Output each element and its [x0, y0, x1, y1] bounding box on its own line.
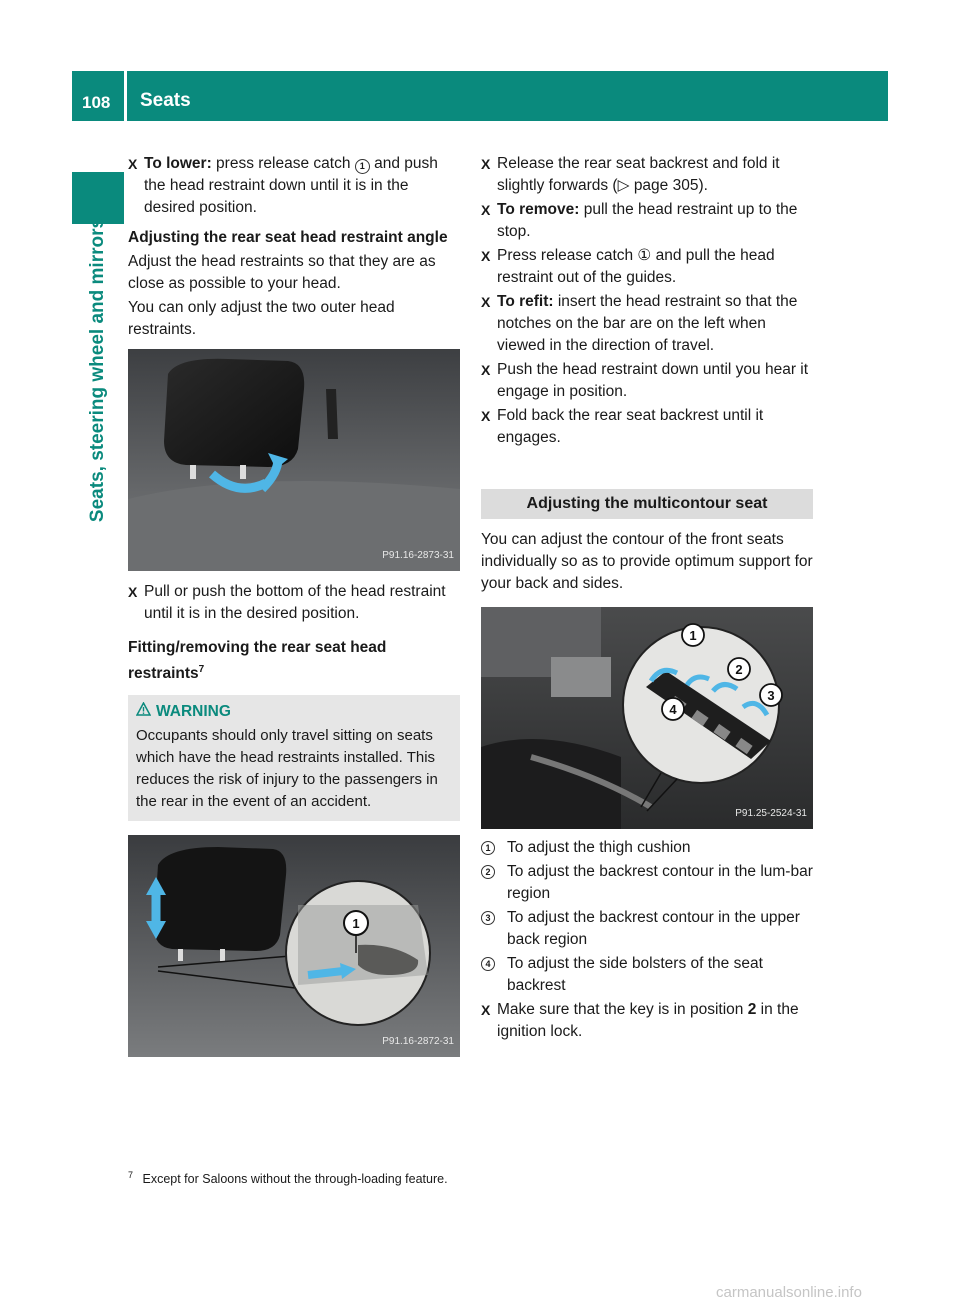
paragraph: Adjust the head restraints so that they are as close as possible to your head. [128, 253, 436, 292]
step-marker-icon: X [128, 156, 138, 172]
paragraph: You can adjust the contour of the front seats individually so as to provide optimum support for your back and sides. [481, 531, 813, 592]
section-title: Seats [140, 90, 191, 111]
step-text: Pull or push the bottom of the head restraint until it is in the desired position. [144, 583, 446, 622]
figure-label: P91.16-2873-31 [382, 550, 454, 561]
legend-text: To adjust the backrest contour in the lum-bar region [507, 863, 813, 902]
callout-3: 3 [767, 688, 775, 703]
figure-multicontour [481, 607, 813, 829]
step-release-backrest [481, 153, 813, 197]
side-label-text: Seats, steering wheel and mirrors [87, 217, 108, 523]
step-marker-icon: X [481, 294, 491, 310]
step-key-position [481, 999, 813, 1043]
callout-1: 1 [352, 916, 360, 932]
step-marker-icon: X [481, 362, 491, 378]
warning-heading [136, 701, 452, 723]
legend-text: To adjust the backrest contour in the upper back region [507, 909, 800, 948]
step-bold: To lower: [144, 155, 212, 172]
page-number: 108 [82, 93, 111, 112]
header-separator [124, 71, 127, 121]
step-to-refit [481, 291, 813, 357]
step-to-remove [481, 199, 813, 243]
step-bold: To remove: [497, 201, 580, 218]
step-text: Make sure that the key is in position [497, 1001, 748, 1018]
figure-head-restraint-angle-drawing [128, 349, 460, 571]
legend-item [481, 907, 813, 951]
figure-multicontour-drawing [481, 607, 813, 829]
legend-number-icon: 3 [481, 911, 495, 925]
figure-head-restraint-angle [128, 349, 460, 571]
watermark: carmanualsonline.info [716, 1284, 862, 1301]
step-text: pull the head restraint up to the stop. [497, 201, 798, 240]
step-press-release [481, 245, 813, 289]
step-marker-icon: X [128, 584, 138, 600]
callout-1: 1 [689, 628, 697, 643]
step-push-down [481, 359, 813, 403]
legend-number-icon: 1 [481, 841, 495, 855]
warning-icon [136, 701, 151, 723]
heading-adjust-angle: Adjusting the rear seat head restraint angle [128, 229, 448, 246]
left-column [128, 153, 460, 1057]
figure-fitting-removing [128, 835, 460, 1057]
figure-label: P91.16-2872-31 [382, 1036, 454, 1048]
warning-box [128, 695, 460, 821]
heading-fitting-removing [128, 637, 460, 685]
step-marker-icon: X [481, 248, 491, 264]
figure-fitting-removing-drawing [128, 835, 460, 1057]
step-text: insert the head restraint so that the notches on the bar are on the left when viewed in the direction of travel. [497, 293, 798, 354]
step-text: Release the rear seat backrest and fold it slightly forwards (▷ page 305). [497, 155, 780, 194]
legend-item [481, 953, 813, 997]
right-column [481, 153, 813, 1045]
step-text: Fold back the rear seat backrest until it engages. [497, 407, 764, 446]
footnote-ref: 7 [198, 664, 205, 675]
legend-text: To adjust the thigh cushion [507, 839, 691, 856]
footnote-number: 7 [128, 1170, 134, 1180]
footnote [128, 1164, 448, 1190]
step-text: Press release catch ① and pull the head restraint out of the guides. [497, 247, 775, 286]
step-marker-icon: X [481, 408, 491, 424]
step-text: Push the head restraint down until you hear it engage in position. [497, 361, 809, 400]
section-heading-multicontour: Adjusting the multicontour seat [481, 489, 813, 519]
callout-4: 4 [669, 702, 677, 717]
legend-item [481, 861, 813, 905]
paragraph: You can only adjust the two outer head restraints. [128, 299, 395, 338]
side-tab [72, 172, 124, 224]
step-pull-push [128, 581, 460, 625]
catch-1-icon: 1 [355, 159, 370, 174]
step-fold-back [481, 405, 813, 449]
heading-text: Fitting/removing the rear seat head restraints [128, 639, 387, 683]
step-marker-icon: X [481, 202, 491, 218]
warning-title: WARNING [156, 703, 231, 721]
step-bold: To refit: [497, 293, 554, 310]
legend-number-icon: 2 [481, 865, 495, 879]
footnote-text: Except for Saloons without the through-loading feature. [142, 1172, 448, 1187]
legend-text: To adjust the side bolsters of the seat backrest [507, 955, 763, 994]
step-marker-icon: X [481, 1002, 491, 1018]
warning-text: Occupants should only travel sitting on seats which have the head restraints installed. This reduces the risk of injury to the passengers in the rear in the event of an accident. [136, 727, 438, 811]
legend-number-icon: 4 [481, 957, 495, 971]
legend-item [481, 837, 813, 859]
step-to-lower [128, 153, 460, 219]
header-bar [72, 71, 888, 121]
step-bold: 2 [747, 1001, 757, 1018]
step-text: press release catch [211, 155, 355, 172]
callout-2: 2 [735, 662, 743, 677]
figure-label: P91.25-2524-31 [735, 808, 807, 819]
step-text: in the ignition lock. [497, 1001, 799, 1040]
step-text: and push the head restraint down until it is in the desired position. [144, 155, 438, 216]
step-marker-icon: X [481, 156, 491, 172]
